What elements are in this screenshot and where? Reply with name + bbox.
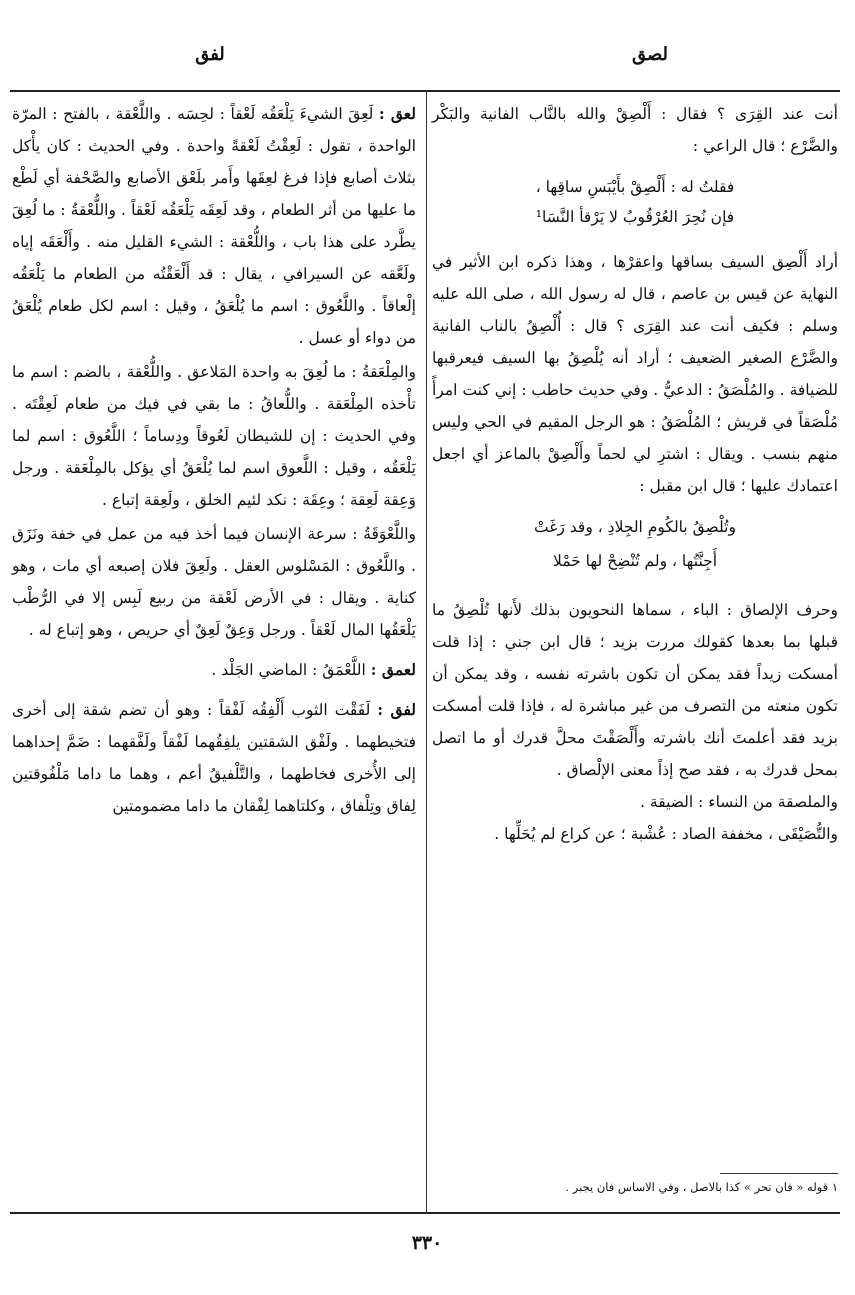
headword-lafaq: لفق : [377,700,417,719]
verse-1 [432,172,838,232]
footnote: ١ قوله « فان نحر » كذا بالاصل ، وفي الاساس فان يجبر . [565,1180,838,1194]
top-rule [10,90,840,92]
right-paragraph-3: وحرف الإلصاق : الباء ، سماها النحويون بذلك لأَنها تُلْصِقُ ما قبلها بما بعدها كقولك مررت بزيد ؛ قال ابن جني : إذا قلت أمسكت زيداً فقد يمكن أن تكون باشرته نفسه ، وقد يمكن أن تكون منعته من التصرف من غير مباشرة له ، فإذا قلت أمسكت بزيد فقد أعلمتَ أنك باشرته وأَلْصَقْتَ محلَّ قدرك أو ما اتصل بمحل قدرك به ، فقد صح إذاً معنى الإلْصاق . [432,601,838,779]
verse-2 [432,510,838,578]
right-column [432,98,838,850]
right-running-header: لصق [631,44,669,65]
entry-laaq-paragraph-3: واللَّعْوَقَةُ : سرعة الإنسان فيما أخذ فيه من عمل في خفة ونَزَق . واللَّعُوق : المَسْلوس العقل . ولَعِقَ فلان إصبعه أي مات ، وهو كناية . ويقال : في الأرض لَعْقة من ربيع لَبِس إلا في الرُّطْب يَلْعَقُها المال لَعْقاً . ورجل وَعِقٌ لَعِقٌ أي حريص ، وهو إتباع له . [12,525,416,639]
entry-laaq [12,98,416,354]
verse-2-line-a: وتُلْصِقُ بالكُومِ الجِلادِ ، وقد رَغَتْ [534,518,736,536]
verse-1-line-a: فقلتُ له : أَلْصِقْ بأَيْبَسِ ساقِها ، [535,178,735,196]
entry-laamaq-text: اللَّعْمَقُ : الماضي الجَلْد . [211,661,366,679]
entry-laamaq [12,654,416,686]
entry-laaq-paragraph-2: والمِلْعَقةُ : ما لُعِقَ به واحدة المَلاعق . واللُّعْقة ، بالضم : اسم ما تأْخذه المِلْعَقة . واللُّعاقُ : ما بقي في فيك من طعام لَعِقْتَه . وفي الحديث : إن للشيطان لَعُوقاً ودِساماً ؛ اللَّعُوق : اسم لما يَلْعَقُه ، وقيل : اللَّعوق اسم لما يُلْعَقُ أي يؤكل بالمِلْعَقة . ورجل وَعِقة لَعِقة ؛ وعِقَة : نكد لئيم الخلق ، ولَعِقة إتباع . [12,363,416,509]
entry-lafaq-text: لَفَقْت الثوب أَلْفِقُه لَفْقاً : وهو أن تضم شقة إلى أخرى فتخيطهما . ولَفْق الشقتين يلفِقُهما لَفْقاً ولَفَّقهما : ضَمَّ إحداهما إلى الأُخرى فخاطهما ، والتَّلْفيقُ أعم ، وهما ما داما مَلْفُوقتين لِفاق وتِلْفاق ، وكلتاهما لِفْقان ما داما مضمومتين [12,701,416,815]
column-divider [426,90,427,1212]
headword-laaq: لعق : [379,104,416,123]
page-number: ٣٣٠ [411,1232,443,1254]
right-paragraph-4: والملصقة من النساء : الضيقة . [640,793,838,811]
entry-lafaq [12,694,416,822]
verse-1-line-b: فإن نُحِرَ العُرْقُوبُ لا يَرْقأ النَّسَا¹ [535,208,735,226]
left-column [12,98,416,824]
right-paragraph-5: والتُّصَيْقَى ، مخففة الصاد : عُشْبة ؛ عن كراع لم يُحَلِّها . [494,825,838,843]
headword-laamaq: لعمق : [370,660,416,679]
footnote-rule [720,1173,838,1174]
entry-laaq-text-1: لَعِقَ الشيءَ يَلْعَقُه لَعْقاً : لحِسَه . واللَّعْقة ، بالفتح : المرّة الواحدة ، تقول : لَعِقْتُ لَعْقةً واحدة . وفي الحديث : كان يأْكل بثلاث أصابع فإذا فرغ لعِقَها وأَمر بلَعْق الأصابع والصَّحْفة أي لَطْع ما عليها من أثر الطعام ، وقد لَعِقَه يَلْعَقُه لَعْقاً . واللُّعْقةُ : ما لُعِقَ يطَّرد على هذا باب ، واللُّعْقة : الشيء القليل منه . وأَلْعَقَه إياه ولَعَّقه عن السيرافي ، يقال : قد أَلْعَقْتُه من الطعام ما يَلْعَقُه إلْعاقاً . واللَّعُوق : اسم ما يُلْعَقُ ، وقيل : اسم لكل طعام يُلْعَقُ من دواء أو عسل . [12,105,416,347]
left-running-header: لفق [195,44,225,65]
bottom-rule [10,1212,840,1214]
right-paragraph-1: أنت عند القِرَى ؟ فقال : أَلْصِقْ والله بالنَّاب الفانية والبَكْر والضَّرْع ؛ قال الراعي : [432,105,838,155]
right-paragraph-2: أراد أَلْصِق السيف بساقها واعقرْها ، وهذا ذكره ابن الأثير في النهاية عن قيس بن عاصم ، قال له رسول الله ، صلى الله عليه وسلم : فكيف أنت عند القِرَى ؟ قال : أُلْصِقُ بالناب الفانية والضَّرْع الصغير الضعيف ؛ أراد أنه يُلْصِقُ بها السيف فيعرقبها للضيافة . والمُلْصَقُ : الدعيُّ . وفي حديث حاطب : إني كنت امرأً مُلْصَقاً في قريش ؛ المُلْصَقُ : هو الرجل المقيم في الحي وليس منهم بنسب . ويقال : اشترِ لي لحماً وأَلْصِقْ بالماعز أي اجعل اعتمادك عليها ؛ قال ابن مقبل : [432,253,838,495]
verse-2-line-b: أَجِنَّتُها ، ولم تُنْضِحْ لها حَمْلا [552,552,718,570]
